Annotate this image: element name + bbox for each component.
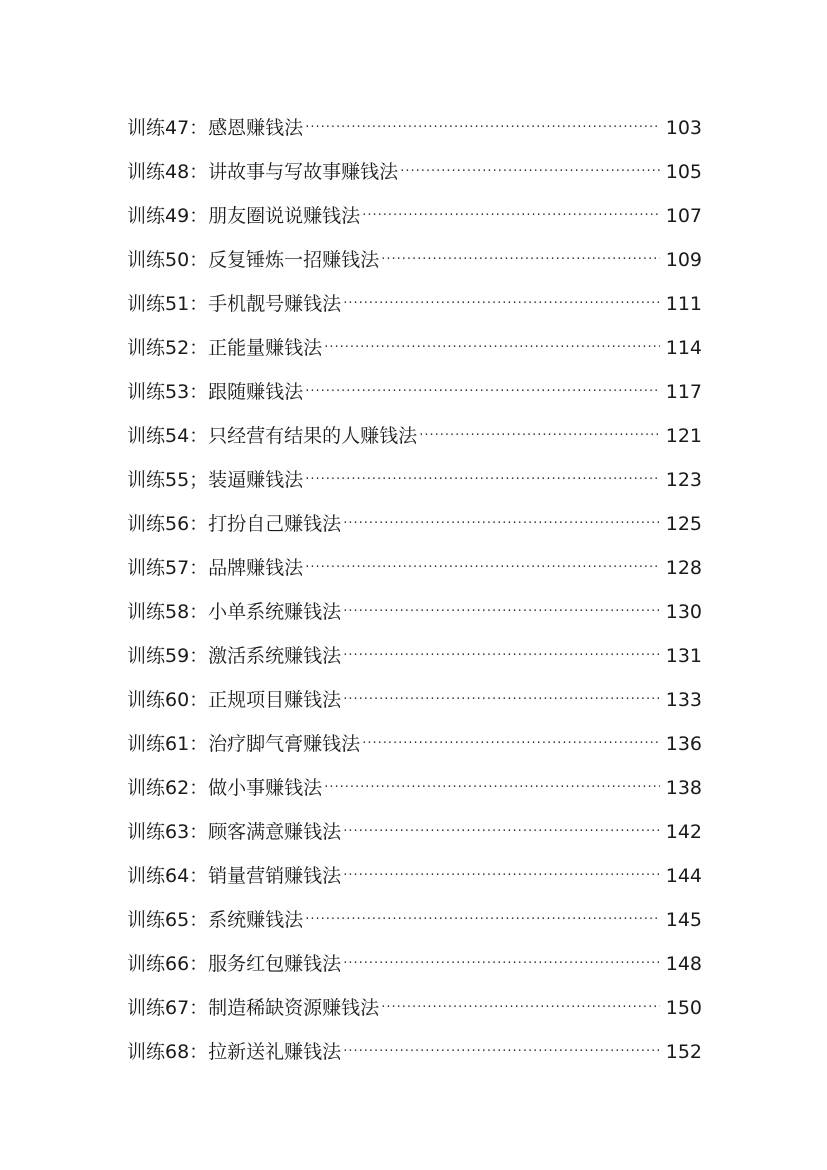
- dot-leader: [324, 336, 660, 360]
- toc-page-number: 107: [665, 205, 702, 227]
- toc-entry: [127, 888, 702, 932]
- dot-leader: [305, 908, 660, 932]
- toc-entry: [127, 800, 702, 844]
- toc-page-number: 136: [665, 733, 702, 755]
- toc-page-number: 152: [665, 1041, 702, 1063]
- dot-leader: [305, 116, 660, 140]
- toc-page-number: 138: [665, 777, 702, 799]
- toc-entry-title: 训练48：讲故事与写故事赚钱法: [127, 161, 399, 183]
- toc-entry-title: 训练50：反复锤炼一招赚钱法: [127, 249, 380, 271]
- dot-leader: [324, 776, 660, 800]
- toc-page-number: 114: [665, 337, 702, 359]
- toc-entry-title: 训练58：小单系统赚钱法: [127, 601, 342, 623]
- toc-entry: [127, 228, 702, 272]
- dot-leader: [343, 600, 660, 624]
- toc-entry-title: 训练64：销量营销赚钱法: [127, 865, 342, 887]
- toc-entry-title: 训练54：只经营有结果的人赚钱法: [127, 425, 418, 447]
- toc-entry: [127, 1020, 702, 1064]
- toc-page-number: 130: [665, 601, 702, 623]
- toc-entry-title: 训练47：感恩赚钱法: [127, 117, 304, 139]
- toc-page-number: 131: [665, 645, 702, 667]
- toc-entry-title: 训练53：跟随赚钱法: [127, 381, 304, 403]
- toc-entry: [127, 668, 702, 712]
- toc-page-number: 111: [665, 293, 702, 315]
- toc-entry: [127, 316, 702, 360]
- dot-leader: [343, 820, 660, 844]
- toc-page-number: 128: [665, 557, 702, 579]
- toc-page-number: 103: [665, 117, 702, 139]
- dot-leader: [362, 732, 660, 756]
- toc-page-number: 121: [665, 425, 702, 447]
- toc-entry-title: 训练67：制造稀缺资源赚钱法: [127, 997, 380, 1019]
- dot-leader: [343, 292, 660, 316]
- toc-entry: [127, 712, 702, 756]
- dot-leader: [381, 996, 660, 1020]
- toc-entry: [127, 624, 702, 668]
- table-of-contents: [127, 96, 702, 1064]
- dot-leader: [400, 160, 660, 184]
- toc-entry: [127, 140, 702, 184]
- toc-entry: [127, 448, 702, 492]
- toc-entry: [127, 844, 702, 888]
- toc-entry-title: 训练49：朋友圈说说赚钱法: [127, 205, 361, 227]
- dot-leader: [343, 644, 660, 668]
- dot-leader: [343, 864, 660, 888]
- toc-entry: [127, 580, 702, 624]
- dot-leader: [343, 952, 660, 976]
- toc-entry-title: 训练65：系统赚钱法: [127, 909, 304, 931]
- toc-entry: [127, 536, 702, 580]
- dot-leader: [343, 688, 660, 712]
- toc-entry: [127, 932, 702, 976]
- toc-entry: [127, 96, 702, 140]
- toc-page-number: 117: [665, 381, 702, 403]
- dot-leader: [419, 424, 660, 448]
- dot-leader: [343, 512, 660, 536]
- dot-leader: [343, 1040, 660, 1064]
- dot-leader: [305, 468, 660, 492]
- toc-entry-title: 训练55；装逼赚钱法: [127, 469, 304, 491]
- toc-page-number: 142: [665, 821, 702, 843]
- toc-page-number: 148: [665, 953, 702, 975]
- toc-entry-title: 训练68：拉新送礼赚钱法: [127, 1041, 342, 1063]
- dot-leader: [305, 556, 660, 580]
- toc-page-number: 133: [665, 689, 702, 711]
- toc-page-number: 145: [665, 909, 702, 931]
- toc-entry-title: 训练63：顾客满意赚钱法: [127, 821, 342, 843]
- dot-leader: [362, 204, 660, 228]
- toc-entry: [127, 184, 702, 228]
- dot-leader: [381, 248, 660, 272]
- toc-entry-title: 训练59：激活系统赚钱法: [127, 645, 342, 667]
- toc-entry-title: 训练61：治疗脚气膏赚钱法: [127, 733, 361, 755]
- toc-entry: [127, 360, 702, 404]
- toc-entry: [127, 272, 702, 316]
- toc-page-number: 123: [665, 469, 702, 491]
- toc-page-number: 109: [665, 249, 702, 271]
- toc-entry-title: 训练66：服务红包赚钱法: [127, 953, 342, 975]
- toc-entry-title: 训练51：手机靓号赚钱法: [127, 293, 342, 315]
- toc-entry-title: 训练60：正规项目赚钱法: [127, 689, 342, 711]
- toc-entry-title: 训练56：打扮自己赚钱法: [127, 513, 342, 535]
- toc-page-number: 125: [665, 513, 702, 535]
- toc-entry: [127, 492, 702, 536]
- toc-entry-title: 训练52：正能量赚钱法: [127, 337, 323, 359]
- toc-entry-title: 训练57：品牌赚钱法: [127, 557, 304, 579]
- toc-entry-title: 训练62：做小事赚钱法: [127, 777, 323, 799]
- toc-page-number: 144: [665, 865, 702, 887]
- toc-entry: [127, 404, 702, 448]
- toc-page-number: 105: [665, 161, 702, 183]
- toc-entry: [127, 756, 702, 800]
- toc-page-number: 150: [665, 997, 702, 1019]
- dot-leader: [305, 380, 660, 404]
- toc-entry: [127, 976, 702, 1020]
